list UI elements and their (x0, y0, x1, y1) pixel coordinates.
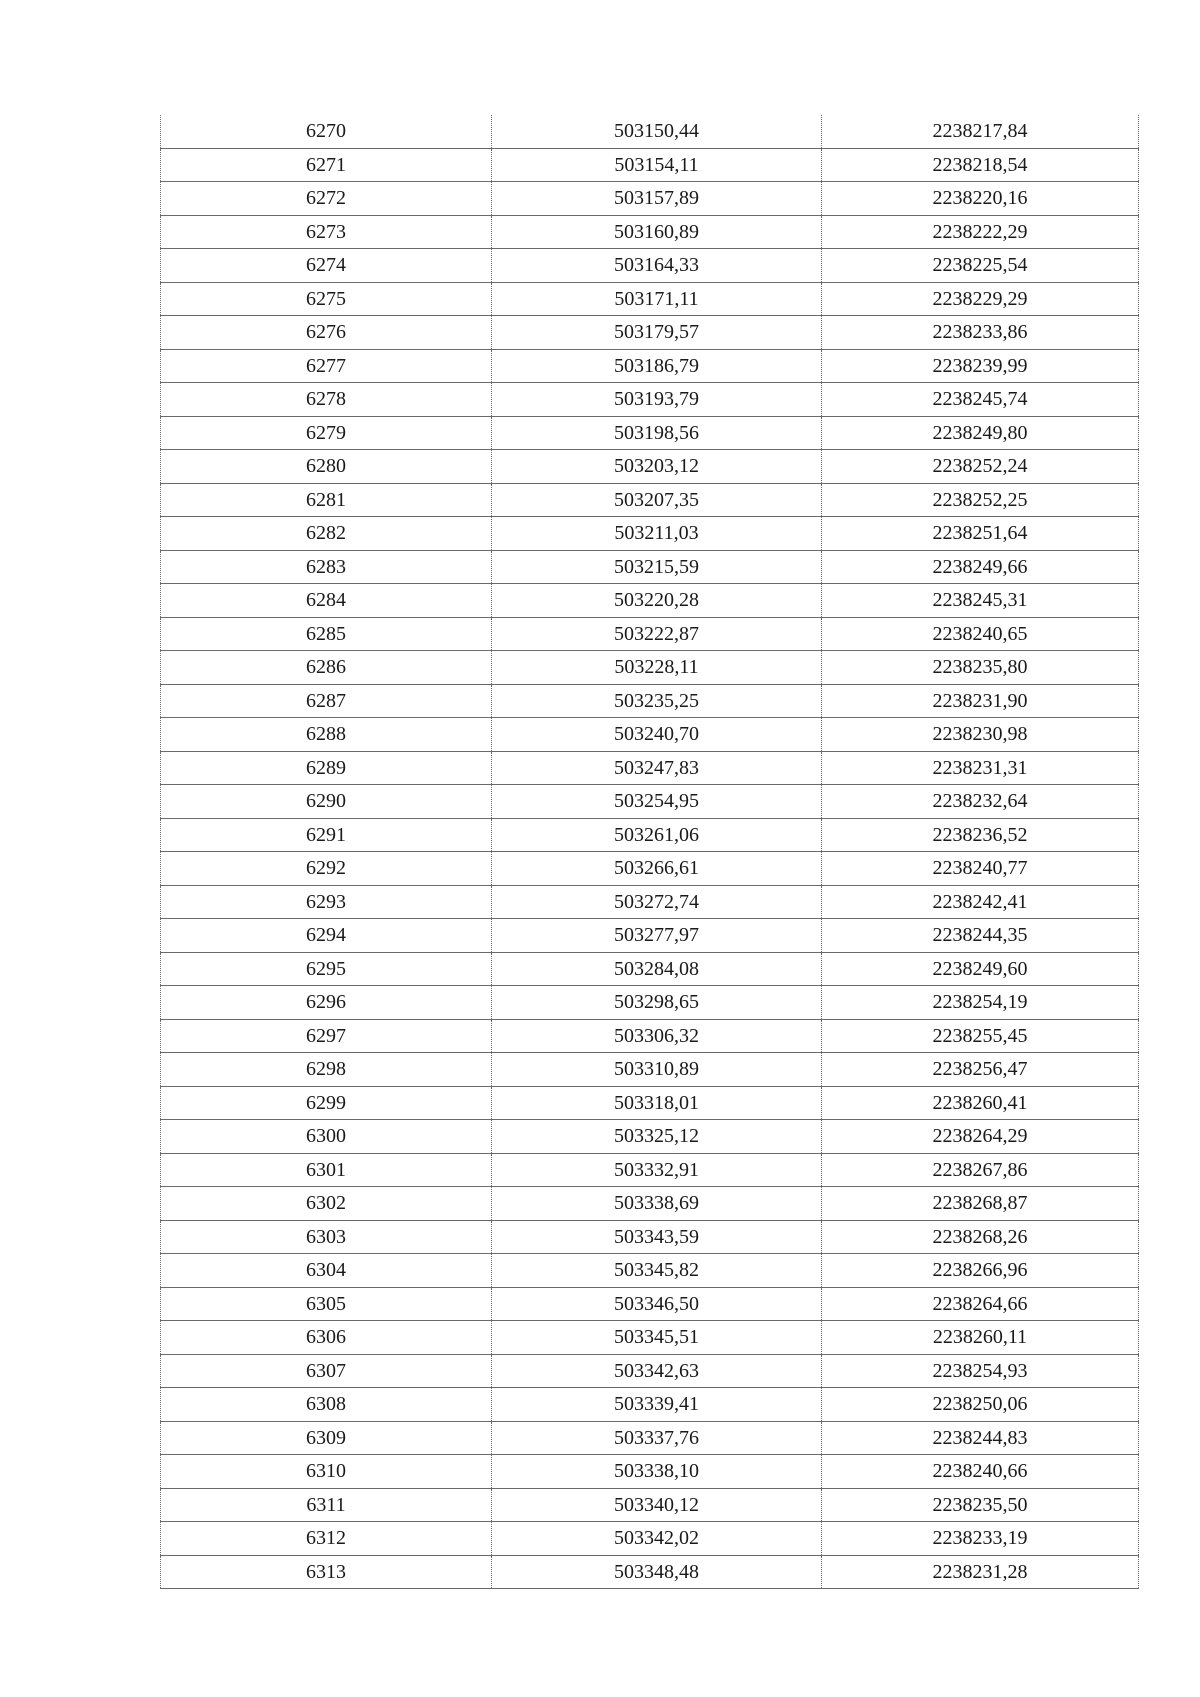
x-coordinate-cell: 503346,50 (492, 1287, 822, 1321)
y-coordinate-cell: 2238264,66 (822, 1287, 1139, 1321)
y-coordinate-cell: 2238235,50 (822, 1488, 1139, 1522)
y-coordinate-cell: 2238249,80 (822, 416, 1139, 450)
y-coordinate-cell: 2238244,83 (822, 1421, 1139, 1455)
point-number-cell: 6284 (161, 584, 492, 618)
x-coordinate-cell: 503150,44 (492, 115, 822, 148)
x-coordinate-cell: 503342,63 (492, 1354, 822, 1388)
point-number-cell: 6273 (161, 215, 492, 249)
coordinates-table-body (161, 115, 1139, 1589)
y-coordinate-cell: 2238239,99 (822, 349, 1139, 383)
table-row (161, 684, 1139, 718)
point-number-cell: 6272 (161, 182, 492, 216)
point-number-cell: 6309 (161, 1421, 492, 1455)
x-coordinate-cell: 503325,12 (492, 1120, 822, 1154)
y-coordinate-cell: 2238252,24 (822, 450, 1139, 484)
y-coordinate-cell: 2238245,31 (822, 584, 1139, 618)
coordinates-table (160, 115, 1139, 1589)
x-coordinate-cell: 503222,87 (492, 617, 822, 651)
table-row (161, 249, 1139, 283)
point-number-cell: 6283 (161, 550, 492, 584)
table-row (161, 416, 1139, 450)
x-coordinate-cell: 503318,01 (492, 1086, 822, 1120)
table-row (161, 952, 1139, 986)
point-number-cell: 6287 (161, 684, 492, 718)
point-number-cell: 6296 (161, 986, 492, 1020)
table-row (161, 1488, 1139, 1522)
x-coordinate-cell: 503164,33 (492, 249, 822, 283)
table-row (161, 818, 1139, 852)
point-number-cell: 6313 (161, 1555, 492, 1589)
y-coordinate-cell: 2238249,66 (822, 550, 1139, 584)
table-row (161, 316, 1139, 350)
y-coordinate-cell: 2238233,86 (822, 316, 1139, 350)
y-coordinate-cell: 2238240,65 (822, 617, 1139, 651)
point-number-cell: 6275 (161, 282, 492, 316)
x-coordinate-cell: 503207,35 (492, 483, 822, 517)
x-coordinate-cell: 503345,51 (492, 1321, 822, 1355)
point-number-cell: 6298 (161, 1053, 492, 1087)
y-coordinate-cell: 2238266,96 (822, 1254, 1139, 1288)
y-coordinate-cell: 2238231,90 (822, 684, 1139, 718)
table-row (161, 550, 1139, 584)
x-coordinate-cell: 503310,89 (492, 1053, 822, 1087)
table-row (161, 1254, 1139, 1288)
point-number-cell: 6306 (161, 1321, 492, 1355)
y-coordinate-cell: 2238235,80 (822, 651, 1139, 685)
table-row (161, 1053, 1139, 1087)
point-number-cell: 6297 (161, 1019, 492, 1053)
y-coordinate-cell: 2238252,25 (822, 483, 1139, 517)
x-coordinate-cell: 503348,48 (492, 1555, 822, 1589)
x-coordinate-cell: 503193,79 (492, 383, 822, 417)
point-number-cell: 6288 (161, 718, 492, 752)
point-number-cell: 6312 (161, 1522, 492, 1556)
table-row (161, 1388, 1139, 1422)
table-row (161, 1354, 1139, 1388)
point-number-cell: 6276 (161, 316, 492, 350)
point-number-cell: 6311 (161, 1488, 492, 1522)
y-coordinate-cell: 2238268,87 (822, 1187, 1139, 1221)
y-coordinate-cell: 2238230,98 (822, 718, 1139, 752)
point-number-cell: 6302 (161, 1187, 492, 1221)
x-coordinate-cell: 503272,74 (492, 885, 822, 919)
point-number-cell: 6271 (161, 148, 492, 182)
table-row (161, 584, 1139, 618)
point-number-cell: 6290 (161, 785, 492, 819)
y-coordinate-cell: 2238245,74 (822, 383, 1139, 417)
point-number-cell: 6305 (161, 1287, 492, 1321)
x-coordinate-cell: 503343,59 (492, 1220, 822, 1254)
point-number-cell: 6294 (161, 919, 492, 953)
point-number-cell: 6304 (161, 1254, 492, 1288)
point-number-cell: 6286 (161, 651, 492, 685)
y-coordinate-cell: 2238220,16 (822, 182, 1139, 216)
point-number-cell: 6310 (161, 1455, 492, 1489)
table-row (161, 349, 1139, 383)
point-number-cell: 6279 (161, 416, 492, 450)
table-row (161, 1187, 1139, 1221)
table-row (161, 215, 1139, 249)
table-row (161, 718, 1139, 752)
x-coordinate-cell: 503261,06 (492, 818, 822, 852)
point-number-cell: 6285 (161, 617, 492, 651)
x-coordinate-cell: 503284,08 (492, 952, 822, 986)
point-number-cell: 6303 (161, 1220, 492, 1254)
x-coordinate-cell: 503171,11 (492, 282, 822, 316)
table-row (161, 785, 1139, 819)
table-row (161, 919, 1139, 953)
x-coordinate-cell: 503154,11 (492, 148, 822, 182)
x-coordinate-cell: 503203,12 (492, 450, 822, 484)
table-row (161, 115, 1139, 148)
x-coordinate-cell: 503338,69 (492, 1187, 822, 1221)
table-row (161, 450, 1139, 484)
x-coordinate-cell: 503254,95 (492, 785, 822, 819)
table-row (161, 1287, 1139, 1321)
point-number-cell: 6274 (161, 249, 492, 283)
x-coordinate-cell: 503228,11 (492, 651, 822, 685)
y-coordinate-cell: 2238260,11 (822, 1321, 1139, 1355)
y-coordinate-cell: 2238268,26 (822, 1220, 1139, 1254)
x-coordinate-cell: 503198,56 (492, 416, 822, 450)
point-number-cell: 6282 (161, 517, 492, 551)
y-coordinate-cell: 2238240,66 (822, 1455, 1139, 1489)
point-number-cell: 6270 (161, 115, 492, 148)
table-row (161, 1455, 1139, 1489)
point-number-cell: 6295 (161, 952, 492, 986)
y-coordinate-cell: 2238218,54 (822, 148, 1139, 182)
point-number-cell: 6292 (161, 852, 492, 886)
table-row (161, 1421, 1139, 1455)
x-coordinate-cell: 503160,89 (492, 215, 822, 249)
x-coordinate-cell: 503266,61 (492, 852, 822, 886)
point-number-cell: 6280 (161, 450, 492, 484)
point-number-cell: 6301 (161, 1153, 492, 1187)
table-row (161, 1120, 1139, 1154)
table-row (161, 852, 1139, 886)
table-row (161, 1321, 1139, 1355)
y-coordinate-cell: 2238231,31 (822, 751, 1139, 785)
y-coordinate-cell: 2238240,77 (822, 852, 1139, 886)
table-row (161, 517, 1139, 551)
table-row (161, 1153, 1139, 1187)
x-coordinate-cell: 503247,83 (492, 751, 822, 785)
table-row (161, 148, 1139, 182)
x-coordinate-cell: 503345,82 (492, 1254, 822, 1288)
y-coordinate-cell: 2238267,86 (822, 1153, 1139, 1187)
y-coordinate-cell: 2238242,41 (822, 885, 1139, 919)
point-number-cell: 6299 (161, 1086, 492, 1120)
x-coordinate-cell: 503220,28 (492, 584, 822, 618)
point-number-cell: 6278 (161, 383, 492, 417)
y-coordinate-cell: 2238233,19 (822, 1522, 1139, 1556)
y-coordinate-cell: 2238236,52 (822, 818, 1139, 852)
y-coordinate-cell: 2238244,35 (822, 919, 1139, 953)
table-row (161, 1220, 1139, 1254)
table-row (161, 986, 1139, 1020)
table-row (161, 1019, 1139, 1053)
point-number-cell: 6300 (161, 1120, 492, 1154)
table-row (161, 751, 1139, 785)
point-number-cell: 6277 (161, 349, 492, 383)
x-coordinate-cell: 503337,76 (492, 1421, 822, 1455)
x-coordinate-cell: 503211,03 (492, 517, 822, 551)
y-coordinate-cell: 2238264,29 (822, 1120, 1139, 1154)
table-row (161, 383, 1139, 417)
y-coordinate-cell: 2238250,06 (822, 1388, 1139, 1422)
y-coordinate-cell: 2238231,28 (822, 1555, 1139, 1589)
y-coordinate-cell: 2238255,45 (822, 1019, 1139, 1053)
point-number-cell: 6291 (161, 818, 492, 852)
table-row (161, 617, 1139, 651)
table-row (161, 885, 1139, 919)
y-coordinate-cell: 2238229,29 (822, 282, 1139, 316)
x-coordinate-cell: 503157,89 (492, 182, 822, 216)
table-row (161, 1086, 1139, 1120)
x-coordinate-cell: 503306,32 (492, 1019, 822, 1053)
x-coordinate-cell: 503339,41 (492, 1388, 822, 1422)
table-row (161, 1555, 1139, 1589)
x-coordinate-cell: 503215,59 (492, 550, 822, 584)
y-coordinate-cell: 2238217,84 (822, 115, 1139, 148)
x-coordinate-cell: 503332,91 (492, 1153, 822, 1187)
point-number-cell: 6293 (161, 885, 492, 919)
x-coordinate-cell: 503338,10 (492, 1455, 822, 1489)
y-coordinate-cell: 2238251,64 (822, 517, 1139, 551)
x-coordinate-cell: 503235,25 (492, 684, 822, 718)
point-number-cell: 6289 (161, 751, 492, 785)
y-coordinate-cell: 2238256,47 (822, 1053, 1139, 1087)
point-number-cell: 6281 (161, 483, 492, 517)
y-coordinate-cell: 2238254,19 (822, 986, 1139, 1020)
x-coordinate-cell: 503186,79 (492, 349, 822, 383)
x-coordinate-cell: 503342,02 (492, 1522, 822, 1556)
table-row (161, 282, 1139, 316)
point-number-cell: 6308 (161, 1388, 492, 1422)
table-row (161, 182, 1139, 216)
x-coordinate-cell: 503277,97 (492, 919, 822, 953)
y-coordinate-cell: 2238260,41 (822, 1086, 1139, 1120)
point-number-cell: 6307 (161, 1354, 492, 1388)
table-row (161, 483, 1139, 517)
y-coordinate-cell: 2238225,54 (822, 249, 1139, 283)
x-coordinate-cell: 503340,12 (492, 1488, 822, 1522)
table-row (161, 651, 1139, 685)
y-coordinate-cell: 2238254,93 (822, 1354, 1139, 1388)
y-coordinate-cell: 2238222,29 (822, 215, 1139, 249)
x-coordinate-cell: 503298,65 (492, 986, 822, 1020)
table-row (161, 1522, 1139, 1556)
y-coordinate-cell: 2238249,60 (822, 952, 1139, 986)
x-coordinate-cell: 503179,57 (492, 316, 822, 350)
y-coordinate-cell: 2238232,64 (822, 785, 1139, 819)
x-coordinate-cell: 503240,70 (492, 718, 822, 752)
